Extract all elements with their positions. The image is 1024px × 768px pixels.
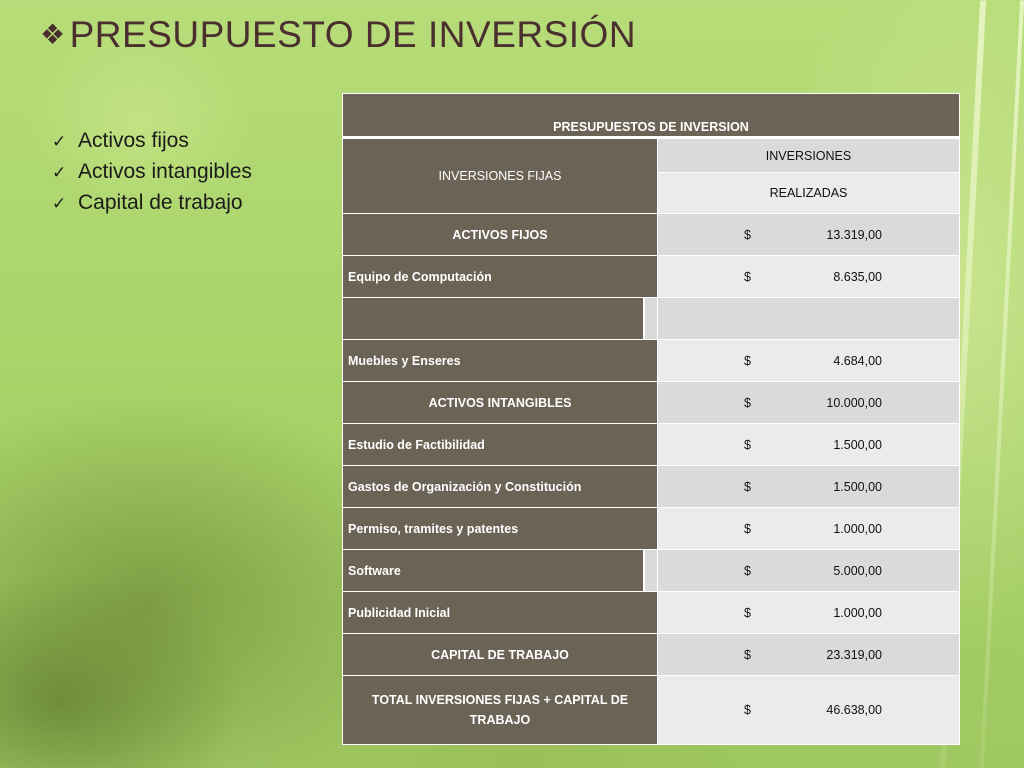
bullet-item — [52, 157, 252, 188]
cell-divider — [643, 550, 657, 591]
amount-value: 46.638,00 — [826, 703, 882, 717]
currency-symbol: $ — [744, 703, 751, 717]
amount-value: 23.319,00 — [826, 647, 882, 662]
investment-budget-table — [342, 93, 960, 745]
slide-title-text: PRESUPUESTO DE INVERSIÓN — [69, 14, 637, 55]
row-label-text: Software — [348, 563, 401, 578]
row-label: Permiso, tramites y patentes — [343, 508, 658, 550]
row-label: ACTIVOS INTANGIBLES — [343, 382, 658, 424]
row-amount — [658, 256, 960, 298]
row-label: CAPITAL DE TRABAJO — [343, 634, 658, 676]
background-streak — [980, 0, 1024, 767]
row-label: Equipo de Computación — [343, 256, 658, 298]
check-icon: ✓ — [52, 163, 67, 182]
currency-symbol: $ — [744, 605, 751, 620]
bullet-text: Capital de trabajo — [78, 191, 243, 214]
diamond-bullet-icon: ❖ — [40, 19, 66, 50]
amount-value: 1.500,00 — [833, 479, 882, 494]
row-amount — [658, 340, 960, 382]
table-row — [343, 340, 960, 382]
bullet-list — [52, 126, 252, 219]
currency-symbol: $ — [744, 647, 751, 662]
amount-value: 5.000,00 — [833, 563, 882, 578]
table-row — [343, 466, 960, 508]
currency-symbol: $ — [744, 353, 751, 368]
table-row — [343, 214, 960, 256]
row-amount — [658, 466, 960, 508]
amount-value: 13.319,00 — [826, 227, 882, 242]
row-amount — [658, 592, 960, 634]
table-row — [343, 676, 960, 745]
table-row — [343, 634, 960, 676]
table-row — [343, 424, 960, 466]
row-label: Muebles y Enseres — [343, 340, 658, 382]
cell-divider — [643, 298, 657, 339]
amount-value: 10.000,00 — [826, 395, 882, 410]
row-label: TOTAL INVERSIONES FIJAS + CAPITAL DE TRABAJO — [343, 676, 658, 745]
table-row — [343, 592, 960, 634]
check-icon: ✓ — [52, 132, 67, 151]
row-amount — [658, 676, 960, 745]
currency-symbol: $ — [744, 479, 751, 494]
amount-value: 1.000,00 — [833, 521, 882, 536]
table-row — [343, 550, 960, 592]
row-label: Estudio de Factibilidad — [343, 424, 658, 466]
amount-value: 1.000,00 — [833, 605, 882, 620]
row-amount — [658, 508, 960, 550]
col-header-fixed-investments: INVERSIONES FIJAS — [343, 138, 658, 214]
row-label — [343, 550, 658, 592]
row-amount — [658, 424, 960, 466]
row-label: ACTIVOS FIJOS — [343, 214, 658, 256]
row-amount — [658, 550, 960, 592]
row-label: Gastos de Organización y Constitución — [343, 466, 658, 508]
currency-symbol: $ — [744, 563, 751, 578]
bullet-item — [52, 126, 252, 157]
bullet-text: Activos fijos — [78, 129, 189, 152]
currency-symbol: $ — [744, 521, 751, 536]
slide-title — [40, 14, 636, 56]
bullet-item — [52, 188, 252, 219]
table-row — [343, 508, 960, 550]
col-header-investments: INVERSIONES — [658, 138, 960, 173]
table-row — [343, 298, 960, 340]
currency-symbol: $ — [744, 395, 751, 410]
currency-symbol: $ — [744, 269, 751, 284]
table-row — [343, 382, 960, 424]
table-row — [343, 256, 960, 298]
amount-value: 4.684,00 — [833, 353, 882, 368]
row-amount — [658, 298, 960, 340]
amount-value: 8.635,00 — [833, 269, 882, 284]
row-amount — [658, 634, 960, 676]
amount-value: 1.500,00 — [833, 437, 882, 452]
row-label — [343, 298, 658, 340]
currency-symbol: $ — [744, 227, 751, 242]
check-icon: ✓ — [52, 194, 67, 213]
row-label: Publicidad Inicial — [343, 592, 658, 634]
col-header-realized: REALIZADAS — [658, 173, 960, 214]
bullet-text: Activos intangibles — [78, 160, 252, 183]
row-amount — [658, 214, 960, 256]
table-title: PRESUPUESTOS DE INVERSION — [343, 94, 960, 138]
row-amount — [658, 382, 960, 424]
currency-symbol: $ — [744, 437, 751, 452]
